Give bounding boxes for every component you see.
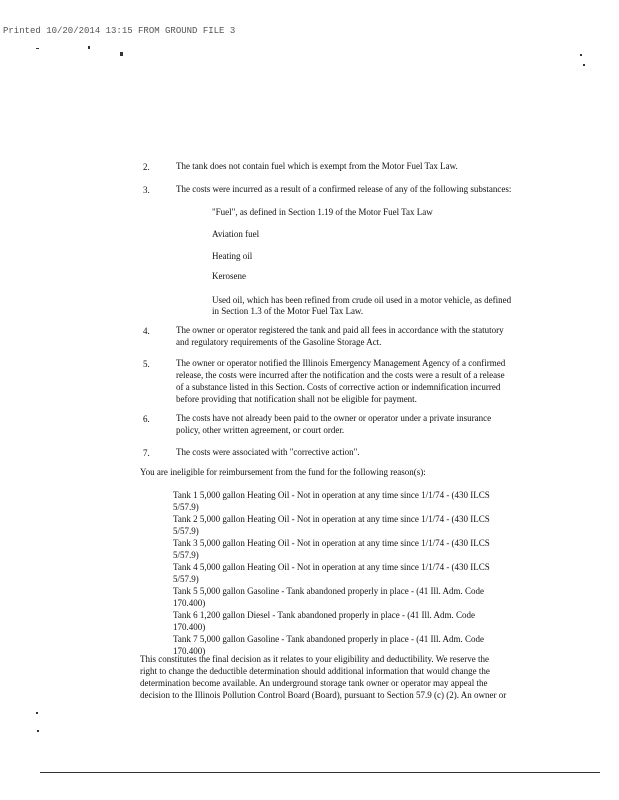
closing-line: decision to the Illinois Pollution Control Board (Board), pursuant to Section 57.9 (c) (2). An owner or (140, 690, 507, 700)
tank-item-line: Tank 1 5,000 gallon Heating Oil - Not in operation at any time since 1/1/74 - (430 ILCS (173, 490, 490, 500)
tank-item-line: Tank 2 5,000 gallon Heating Oil - Not in operation at any time since 1/1/74 - (430 ILCS (173, 514, 490, 524)
scan-speck (580, 54, 582, 56)
scan-speck (88, 46, 90, 49)
substance-heating-oil: Heating oil (212, 251, 253, 261)
scan-speck (583, 64, 585, 66)
tank-item-line: 5/57.9) (173, 574, 199, 584)
substance-used-oil-line-1: Used oil, which has been refined from crude oil used in a motor vehicle, as defined (212, 295, 512, 305)
tank-item-line: Tank 5 5,000 gallon Gasoline - Tank abandoned properly in place - (41 Ill. Adm. Code (173, 586, 485, 596)
condition-5-line: The owner or operator notified the Illinois Emergency Management Agency of a confirmed (176, 358, 506, 368)
scan-speck (120, 52, 123, 56)
condition-5-line: before providing that notification shall not be eligible for payment. (176, 394, 417, 404)
tank-item-line: Tank 6 1,200 gallon Diesel - Tank abandoned properly in place - (41 Ill. Adm. Code (173, 610, 476, 620)
condition-7-text: The costs were associated with "corrective action". (176, 447, 360, 457)
condition-7-number: 7. (143, 448, 150, 458)
tank-item (173, 489, 490, 513)
closing-line: determination become available. An underground storage tank owner or operator may appeal the (140, 678, 488, 688)
tank-item-line: 5/57.9) (173, 502, 199, 512)
tank-item (173, 609, 490, 633)
condition-4-number: 4. (143, 326, 150, 336)
condition-5-line: of a substance listed in this Section. Costs of corrective action or indemnification incurred (176, 382, 501, 392)
condition-6-number: 6. (143, 414, 150, 424)
tank-item (173, 561, 490, 585)
tank-item (173, 537, 490, 561)
condition-5-line: release, the costs were incurred after the notification and the costs were a result of a release (176, 370, 505, 380)
tank-item-line: 5/57.9) (173, 526, 199, 536)
condition-2-number: 2. (143, 162, 150, 172)
condition-5-number: 5. (143, 359, 150, 369)
condition-4-line: The owner or operator registered the tank and paid all fees in accordance with the statutory (176, 325, 504, 335)
tank-item (173, 585, 490, 609)
tank-item-line: 170.400) (173, 598, 206, 608)
closing-line: right to change the deductible determination should additional information that would change the (140, 666, 490, 676)
ineligible-intro: You are ineligible for reimbursement from the fund for the following reason(s): (140, 467, 426, 477)
condition-5-text (176, 357, 505, 405)
tank-item (173, 513, 490, 537)
page-bottom-rule (40, 772, 600, 773)
tank-item-line: 170.400) (173, 646, 206, 656)
tank-item-line: 5/57.9) (173, 550, 199, 560)
tank-item-line: 170.400) (173, 622, 206, 632)
substance-fuel: "Fuel", as defined in Section 1.19 of the Motor Fuel Tax Law (212, 207, 433, 217)
condition-4-line: and regulatory requirements of the Gasoline Storage Act. (176, 337, 382, 347)
tank-list (173, 489, 490, 657)
condition-3-text: The costs were incurred as a result of a confirmed release of any of the following substances: (176, 184, 512, 194)
tank-item-line: Tank 7 5,000 gallon Gasoline - Tank abandoned properly in place - (41 Ill. Adm. Code (173, 634, 485, 644)
fax-header: Printed 10/20/2014 13:15 FROM GROUND FILE 3 (3, 26, 236, 36)
condition-6-line: The costs have not already been paid to the owner or operator under a private insurance (176, 413, 492, 423)
condition-3-number: 3. (143, 185, 150, 195)
condition-6-line: policy, other written agreement, or court order. (176, 425, 345, 435)
condition-4-text (176, 324, 504, 348)
scan-speck (37, 730, 39, 732)
condition-6-text (176, 412, 491, 436)
substance-kerosene: Kerosene (212, 271, 246, 281)
tank-item-line: Tank 3 5,000 gallon Heating Oil - Not in operation at any time since 1/1/74 - (430 ILCS (173, 538, 490, 548)
condition-2-text: The tank does not contain fuel which is exempt from the Motor Fuel Tax Law. (176, 161, 458, 171)
substance-used-oil-line-2: in Section 1.3 of the Motor Fuel Tax Law. (212, 306, 364, 316)
scan-speck (36, 712, 38, 714)
closing-line: This constitutes the final decision as it relates to your eligibility and deductibility. We reserve the (140, 654, 489, 664)
substance-aviation-fuel: Aviation fuel (212, 229, 260, 239)
tank-item-line: Tank 4 5,000 gallon Heating Oil - Not in operation at any time since 1/1/74 - (430 ILCS (173, 562, 490, 572)
scan-speck (36, 48, 39, 49)
closing-paragraph (140, 653, 506, 701)
